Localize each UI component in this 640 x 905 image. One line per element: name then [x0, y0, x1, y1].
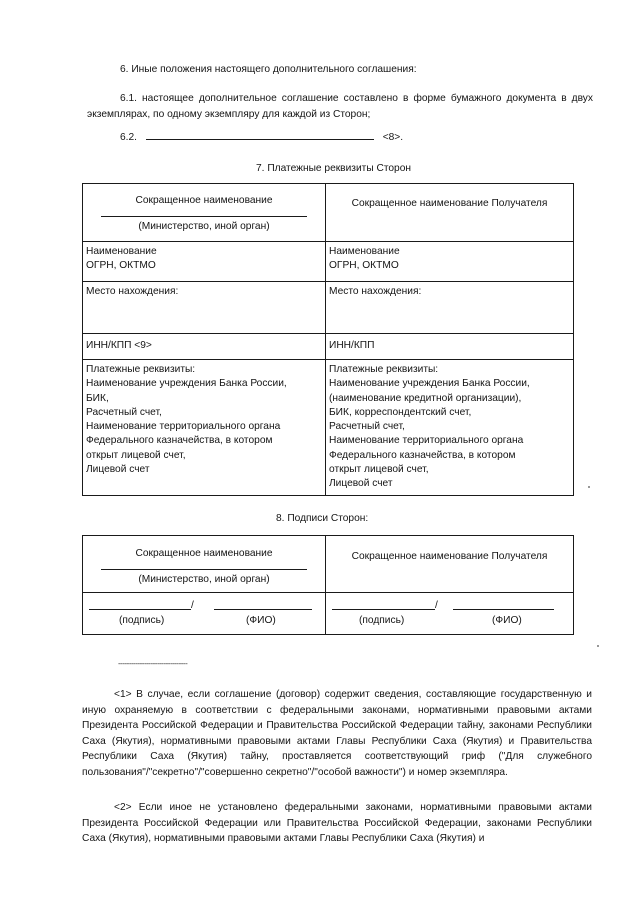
sign-right-slash: / — [435, 600, 438, 611]
table-row — [83, 536, 574, 593]
section6-item-1: 6.1. настоящее дополнительное соглашение составлено в форме бумажного документа в двух экземплярах, по одному экземпляру для каждой из Сторон; — [87, 93, 593, 120]
section8-title: 8. Подписи Сторон: — [276, 513, 369, 524]
right-inn-cell — [326, 334, 574, 360]
left-bank-line: Платежные реквизиты: — [86, 364, 196, 375]
left-name-line: Наименование — [86, 246, 157, 257]
right-bank-cell — [326, 360, 574, 496]
section7-title: 7. Платежные реквизиты Сторон — [256, 163, 412, 174]
sign-left-cell — [83, 593, 326, 635]
left-inn: ИНН/КПП <9> — [86, 340, 152, 352]
right-bank-line: Наименование территориального органа — [329, 435, 524, 447]
left-bank-line: открыт лицевой счет, — [86, 449, 186, 461]
right-bank-line: Федерального казначейства, в котором — [329, 449, 516, 461]
fio-left-line — [214, 609, 312, 610]
left-name-cell — [83, 242, 326, 282]
sign-left-header: Сокращенное наименование — [135, 548, 273, 559]
right-bank-line: Платежные реквизиты: — [329, 364, 439, 375]
left-bank-cell — [83, 360, 326, 496]
sign-right-header-cell — [326, 536, 574, 593]
left-bank-line: Лицевой счет — [86, 464, 150, 476]
left-header-sub: (Министерство, иной орган) — [138, 221, 270, 233]
right-header-cell — [326, 184, 574, 242]
table-row — [83, 184, 574, 242]
right-name-line: ОГРН, ОКТМО — [329, 260, 399, 272]
fio-right-label: (ФИО) — [492, 615, 522, 626]
left-location-cell — [83, 282, 326, 334]
right-name-cell — [326, 242, 574, 282]
left-inn-cell — [83, 334, 326, 360]
table-row — [83, 242, 574, 282]
left-bank-line: Федерального казначейства, в котором — [86, 435, 273, 447]
right-inn: ИНН/КПП — [329, 340, 375, 352]
section6-item-2 — [120, 130, 403, 143]
left-bank-line: Наименование учреждения Банка России, — [86, 378, 287, 390]
left-name-line: ОГРН, ОКТМО — [86, 260, 156, 272]
sign-left-line — [89, 609, 191, 610]
section6-heading: 6. Иные положения настоящего дополнительного соглашения: — [120, 64, 417, 75]
left-header-cell — [83, 184, 326, 242]
item-6-2-note: <8>. — [382, 132, 404, 143]
sign-left-label: (подпись) — [119, 615, 165, 626]
right-bank-line: (наименование кредитной организации), — [329, 392, 522, 404]
left-bank-line: Расчетный счет, — [86, 406, 162, 418]
sign-left-header-sub: (Министерство, иной орган) — [138, 574, 270, 586]
table-row — [83, 593, 574, 635]
fio-right-line — [453, 609, 554, 610]
footnote-separator: -------------------------------- — [118, 659, 188, 668]
table-row — [83, 282, 574, 334]
right-bank-line: БИК, корреспондентский счет, — [329, 406, 472, 418]
right-location-cell — [326, 282, 574, 334]
left-header-underline — [101, 216, 307, 217]
fio-left-label: (ФИО) — [246, 615, 276, 626]
right-bank-line: Наименование учреждения Банка России, — [329, 378, 530, 390]
sign-left-slash: / — [191, 600, 194, 611]
footnote-1: <1> В случае, если соглашение (договор) содержит сведения, составляющие государственную и иную охраняемую в соответствии с федеральными законами, нормативными правовыми актами Президента Российской Федерации и Правительства Российской Федерации тайну, законами Республики Саха (Якутия), нормативными правовыми актами Главы Республики Саха (Якутия) и Правительства Республики Саха (Якутия) тайну, проставляется соответствующий гриф ("Для служебного пользования"/"секретно"/"совершенно секретно"/"особой важности") и номер экземпляра. — [82, 689, 592, 778]
sign-right-label: (подпись) — [359, 615, 405, 626]
sign-left-header-cell — [83, 536, 326, 593]
signatures-table — [82, 535, 574, 635]
scan-speck — [588, 486, 590, 488]
sign-left-header-underline — [101, 569, 307, 570]
table-row — [83, 334, 574, 360]
right-header: Сокращенное наименование Получателя — [351, 198, 548, 209]
scan-speck — [597, 645, 599, 647]
footnote-2: <2> Если иное не установлено федеральными законами, нормативными правовыми актами Президента Российской Федерации или Правительства Российской Федерации, законами Республики Саха (Якутия), нормативными правовыми актами Главы Республики Саха (Якутия) и — [82, 802, 592, 844]
item-6-2-blank — [146, 130, 374, 140]
sign-right-header: Сокращенное наименование Получателя — [351, 551, 548, 562]
left-location: Место нахождения: — [86, 286, 179, 297]
right-location: Место нахождения: — [329, 286, 422, 297]
right-bank-line: Лицевой счет — [329, 478, 393, 490]
left-header: Сокращенное наименование — [135, 195, 273, 206]
right-bank-line: открыт лицевой счет, — [329, 464, 429, 476]
right-name-line: Наименование — [329, 246, 400, 257]
left-bank-line: Наименование территориального органа — [86, 421, 281, 433]
table-row — [83, 360, 574, 496]
item-6-2-label: 6.2. — [120, 132, 137, 143]
right-bank-line: Расчетный счет, — [329, 421, 405, 433]
sign-right-line — [332, 609, 435, 610]
payment-details-table — [82, 183, 574, 496]
left-bank-line: БИК, — [86, 392, 109, 404]
sign-right-cell — [326, 593, 574, 635]
